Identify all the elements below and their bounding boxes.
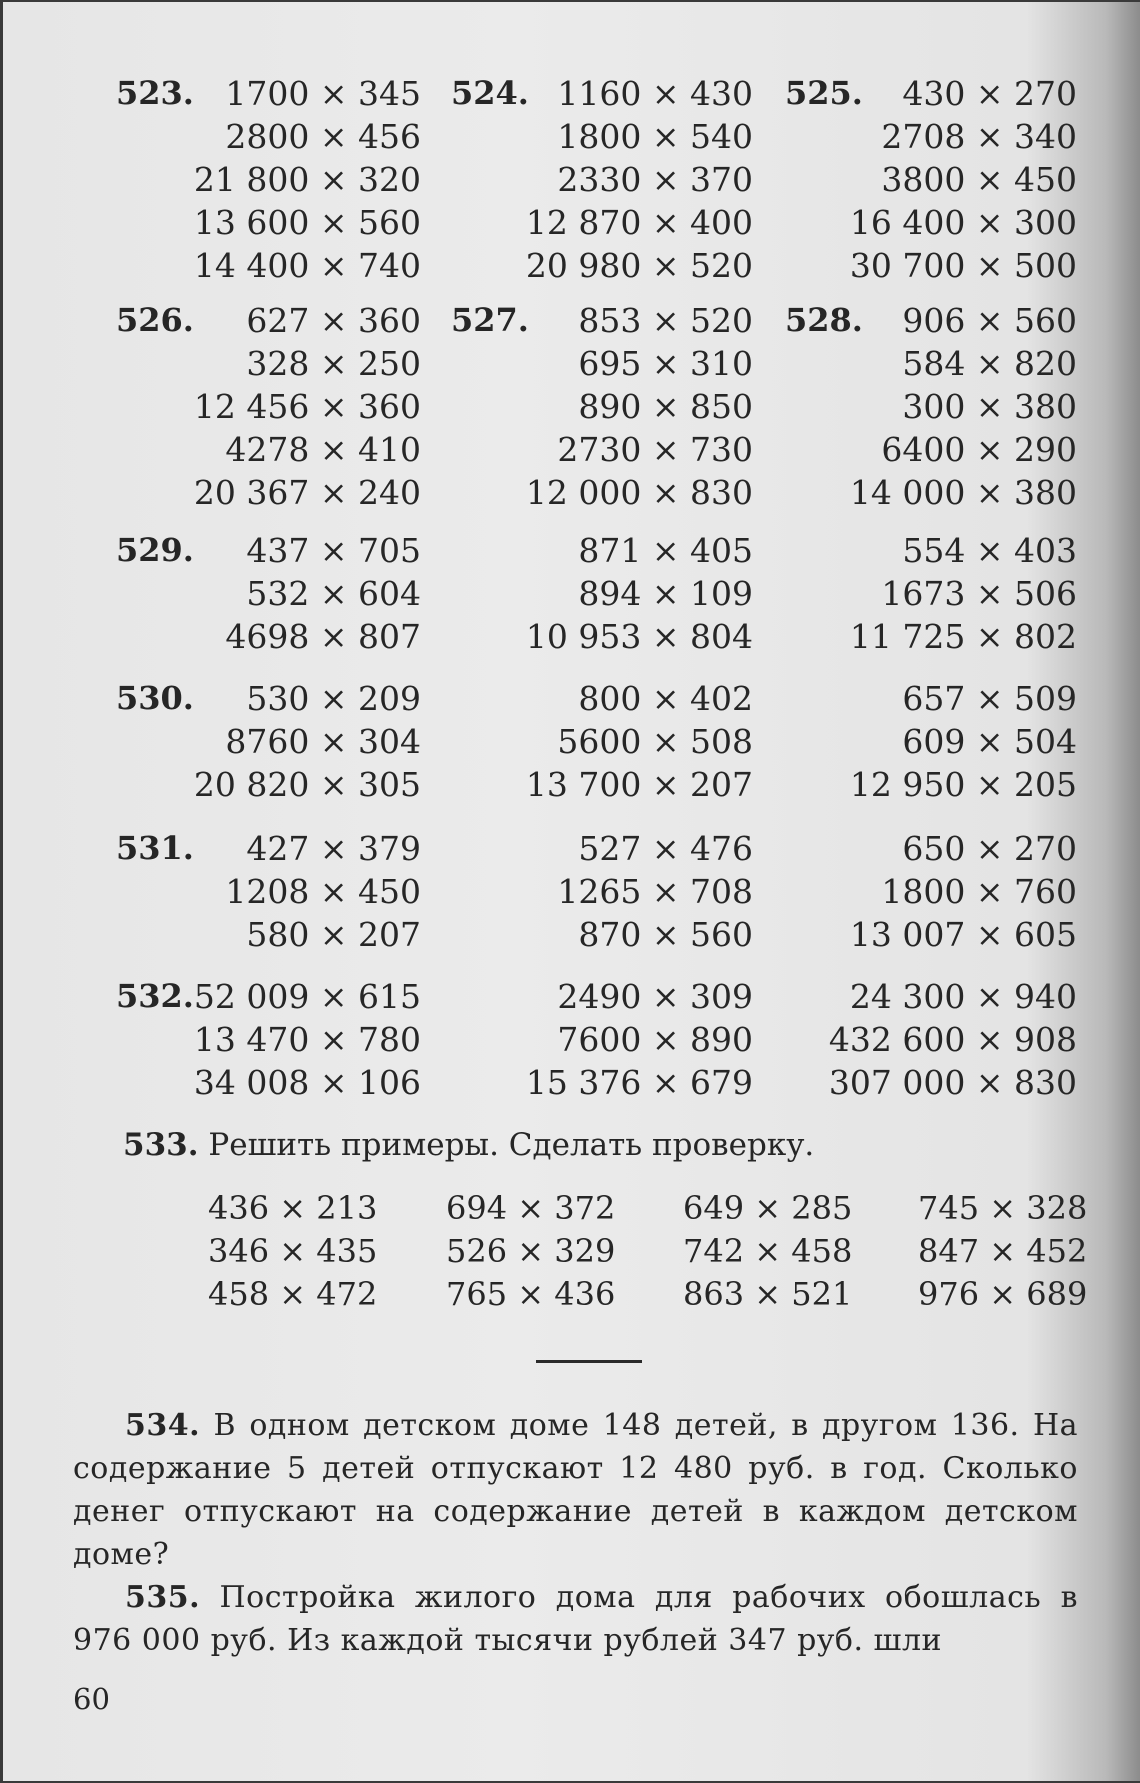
- expression-column: [225, 827, 421, 956]
- expression: 526 × 329: [446, 1232, 616, 1270]
- expression: 21 800 × 320: [193, 160, 421, 199]
- expression: 12 870 × 400: [525, 203, 753, 242]
- expression: 2730 × 730: [557, 430, 753, 469]
- expression: 427 × 379: [246, 829, 421, 868]
- expression: 5600 × 508: [557, 722, 753, 761]
- expression: 649 × 285: [683, 1189, 853, 1227]
- expression: 15 376 × 679: [525, 1063, 753, 1102]
- expression-column: [850, 529, 1077, 658]
- expression-column: [918, 1187, 1087, 1316]
- expression-column: [526, 72, 753, 287]
- expression: 530 × 209: [246, 679, 421, 718]
- expression: 1673 × 506: [881, 574, 1077, 613]
- exercise-533-heading: [123, 1127, 814, 1163]
- expression: 436 × 213: [208, 1189, 378, 1227]
- expression: 800 × 402: [578, 679, 753, 718]
- exercise-number: 528.: [785, 301, 863, 339]
- expression: 532 × 604: [246, 574, 421, 613]
- expression-column: [850, 299, 1077, 514]
- expression: 3800 × 450: [881, 160, 1077, 199]
- expression: 4278 × 410: [225, 430, 421, 469]
- expression: 346 × 435: [208, 1232, 378, 1270]
- expression: 430 × 270: [902, 74, 1077, 113]
- expression-column: [194, 975, 421, 1104]
- expression: 871 × 405: [578, 531, 753, 570]
- expression: 6400 × 290: [881, 430, 1077, 469]
- expression-column: [850, 72, 1077, 287]
- expression: 527 × 476: [578, 829, 753, 868]
- expression: 2330 × 370: [557, 160, 753, 199]
- expression: 12 950 × 205: [849, 765, 1077, 804]
- expression: 627 × 360: [246, 301, 421, 340]
- expression: 2708 × 340: [881, 117, 1077, 156]
- expression: 2800 × 456: [225, 117, 421, 156]
- expression: 13 700 × 207: [525, 765, 753, 804]
- exercise-number: 533.: [123, 1127, 199, 1163]
- expression: 7600 × 890: [557, 1020, 753, 1059]
- expression: 13 600 × 560: [193, 203, 421, 242]
- exercise-number: 526.: [116, 301, 194, 339]
- expression-column: [526, 299, 753, 514]
- expression: 2490 × 309: [557, 977, 753, 1016]
- expression-column: [194, 677, 421, 806]
- section-divider: [536, 1360, 642, 1363]
- exercise-number: 535.: [125, 1580, 201, 1615]
- expression: 10 953 × 804: [525, 617, 753, 656]
- expression: 1208 × 450: [225, 872, 421, 911]
- expression: 765 × 436: [446, 1275, 616, 1313]
- expression: 20 367 × 240: [193, 473, 421, 512]
- exercise-number: 527.: [451, 301, 529, 339]
- expression: 8760 × 304: [225, 722, 421, 761]
- expression: 328 × 250: [246, 344, 421, 383]
- expression: 870 × 560: [578, 915, 753, 954]
- expression: 742 × 458: [683, 1232, 853, 1270]
- expression-column: [208, 1187, 377, 1316]
- expression: 300 × 380: [902, 387, 1077, 426]
- expression: 1265 × 708: [557, 872, 753, 911]
- expression-column: [526, 529, 753, 658]
- word-problem-535: [73, 1576, 1078, 1662]
- exercise-number: 532.: [116, 977, 194, 1015]
- word-problem-text: Постройка жилого дома для рабочих обошлась в 976 000 руб. Из каждой тысячи рублей 347 руб. шли: [73, 1580, 1078, 1658]
- expression: 458 × 472: [208, 1275, 378, 1313]
- expression: 609 × 504: [902, 722, 1077, 761]
- expression: 695 × 310: [578, 344, 753, 383]
- expression: 650 × 270: [902, 829, 1077, 868]
- expression-column: [829, 975, 1077, 1104]
- expression: 24 300 × 940: [849, 977, 1077, 1016]
- expression: 863 × 521: [683, 1275, 853, 1313]
- expression: 12 000 × 830: [525, 473, 753, 512]
- exercise-number: 523.: [116, 74, 194, 112]
- exercise-number: 534.: [125, 1408, 201, 1443]
- exercise-number: 525.: [785, 74, 863, 112]
- expression: 20 820 × 305: [193, 765, 421, 804]
- expression: 4698 × 807: [225, 617, 421, 656]
- expression: 847 × 452: [918, 1232, 1088, 1270]
- exercise-number: 531.: [116, 829, 194, 867]
- expression: 13 470 × 780: [193, 1020, 421, 1059]
- exercise-number: 530.: [116, 679, 194, 717]
- expression: 14 400 × 740: [193, 246, 421, 285]
- page-number: 60: [73, 1682, 110, 1716]
- expression: 52 009 × 615: [193, 977, 421, 1016]
- expression: 30 700 × 500: [849, 246, 1077, 285]
- expression: 1800 × 760: [881, 872, 1077, 911]
- expression-column: [194, 72, 421, 287]
- word-problem-534: [73, 1404, 1078, 1576]
- expression-column: [850, 827, 1077, 956]
- expression-column: [850, 677, 1077, 806]
- expression: 307 000 × 830: [828, 1063, 1077, 1102]
- expression: 13 007 × 605: [849, 915, 1077, 954]
- expression-column: [446, 1187, 615, 1316]
- expression-column: [526, 975, 753, 1104]
- expression: 432 600 × 908: [828, 1020, 1077, 1059]
- expression: 890 × 850: [578, 387, 753, 426]
- exercise-number: 524.: [451, 74, 529, 112]
- expression-column: [225, 529, 421, 658]
- expression-column: [557, 827, 753, 956]
- expression: 1700 × 345: [225, 74, 421, 113]
- expression: 853 × 520: [578, 301, 753, 340]
- expression: 657 × 509: [902, 679, 1077, 718]
- expression: 906 × 560: [902, 301, 1077, 340]
- expression: 745 × 328: [918, 1189, 1088, 1227]
- expression-column: [194, 299, 421, 514]
- expression: 554 × 403: [902, 531, 1077, 570]
- expression-column: [683, 1187, 852, 1316]
- expression: 976 × 689: [918, 1275, 1088, 1313]
- expression: 34 008 × 106: [193, 1063, 421, 1102]
- expression: 12 456 × 360: [193, 387, 421, 426]
- expression: 584 × 820: [902, 344, 1077, 383]
- expression: 1160 × 430: [557, 74, 753, 113]
- expression-column: [526, 677, 753, 806]
- expression: 1800 × 540: [557, 117, 753, 156]
- exercise-instruction: Решить примеры. Сделать проверку.: [208, 1127, 815, 1163]
- expression: 16 400 × 300: [849, 203, 1077, 242]
- expression: 694 × 372: [446, 1189, 616, 1227]
- exercise-number: 529.: [116, 531, 194, 569]
- expression: 580 × 207: [246, 915, 421, 954]
- expression: 894 × 109: [578, 574, 753, 613]
- expression: 437 × 705: [246, 531, 421, 570]
- word-problem-text: В одном детском доме 148 детей, в другом 136. На содержание 5 детей отпускают 12 480 руб. в год. Сколько денег отпускают на содержание детей в каждом детском доме?: [73, 1408, 1078, 1572]
- expression: 14 000 × 380: [849, 473, 1077, 512]
- expression: 20 980 × 520: [525, 246, 753, 285]
- expression: 11 725 × 802: [849, 617, 1077, 656]
